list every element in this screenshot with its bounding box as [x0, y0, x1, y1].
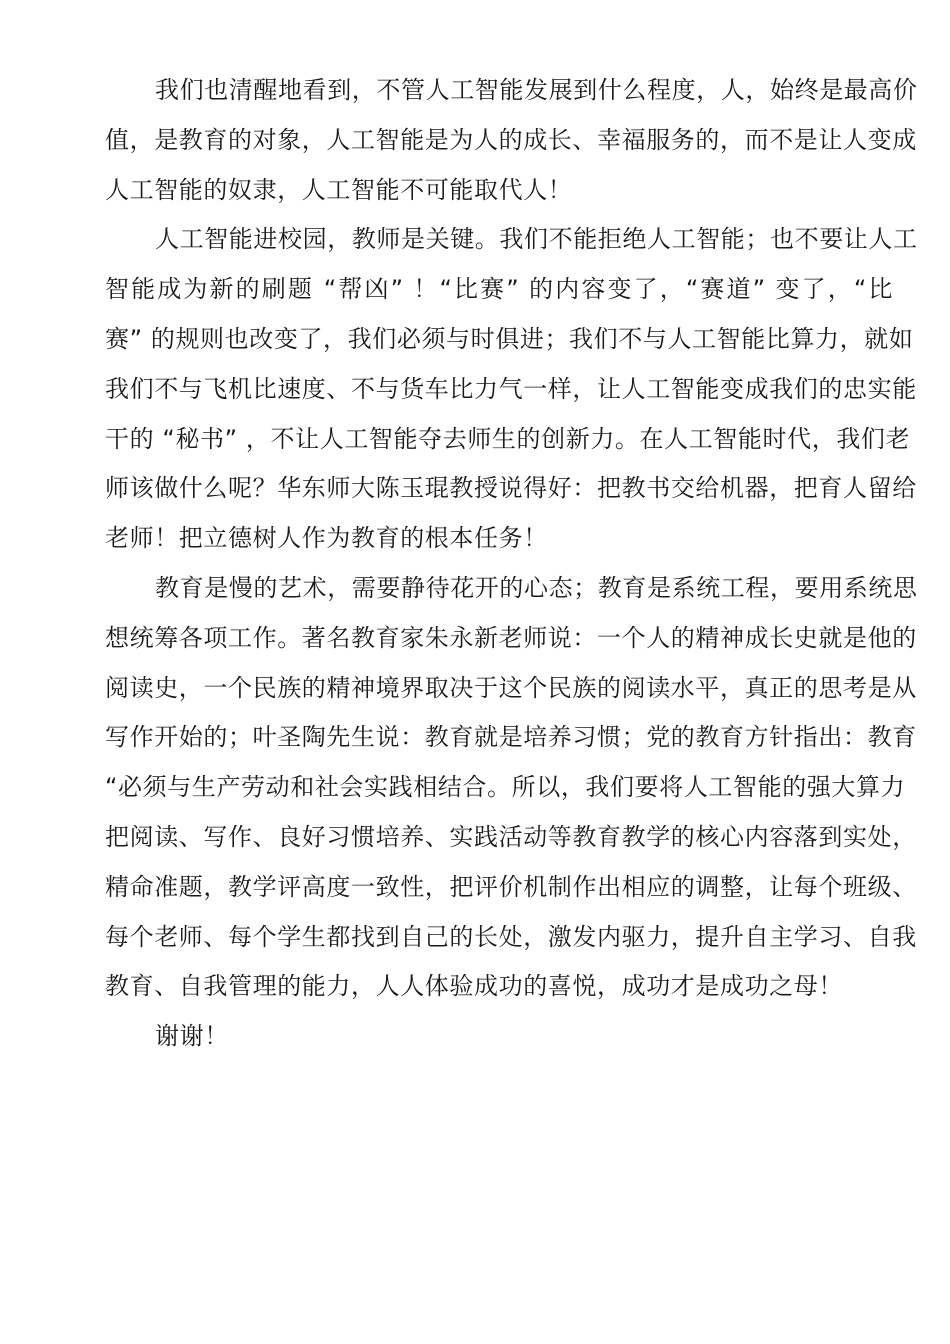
- closing-line: 谢谢！: [155, 1022, 229, 1051]
- text-line: 人工智能的奴隶，人工智能不可能取代人！: [105, 175, 573, 204]
- paragraph-4-closing: [57, 1012, 893, 1062]
- paragraph-3: [57, 564, 918, 1012]
- text-line: 人工智能进校园，教师是关键。我们不能拒绝人工智能；也不要让人工: [155, 225, 918, 254]
- text-line: 每个老师、每个学生都找到自己的长处，激发内驱力，提升自主学习、自我: [105, 922, 917, 951]
- document-page: [57, 66, 918, 1062]
- paragraph-2: [57, 215, 918, 564]
- text-line: 把阅读、写作、良好习惯培养、实践活动等教育教学的核心内容落到实处，: [105, 822, 917, 851]
- text-line: “必须与生产劳动和社会实践相结合。所以，我们要将人工智能的强大算力: [105, 773, 906, 802]
- text-line: 写作开始的；叶圣陶先生说：教育就是培养习惯；党的教育方针指出：教育: [105, 723, 917, 752]
- text-line: 老师！把立德树人作为教育的根本任务！: [105, 524, 548, 553]
- text-line: 阅读史，一个民族的精神境界取决于这个民族的阅读水平，真正的思考是从: [105, 673, 917, 702]
- text-line: 师该做什么呢？华东师大陈玉琨教授说得好：把教书交给机器，把育人留给: [105, 474, 917, 503]
- text-line: 我们也清醒地看到，不管人工智能发展到什么程度，人，始终是最高价: [155, 76, 918, 104]
- text-line: 教育、自我管理的能力，人人体验成功的喜悦，成功才是成功之母！: [105, 972, 843, 1001]
- text-line: 干的 “秘书” ，不让人工智能夺去师生的创新力。在人工智能时代，我们老: [105, 424, 911, 453]
- text-line: 精命准题，教学评高度一致性，把评价机制作出相应的调整，让每个班级、: [105, 872, 917, 901]
- text-line: 智能成为新的刷题 “帮凶” ！“比赛” 的内容变了，“赛道” 变了，“比: [105, 275, 893, 304]
- text-line: 想统筹各项工作。著名教育家朱永新老师说：一个人的精神成长史就是他的: [105, 623, 917, 652]
- text-line: 教育是慢的艺术，需要静待花开的心态；教育是系统工程，要用系统思: [155, 573, 918, 602]
- text-line: 我们不与飞机比速度、不与货车比力气一样，让人工智能变成我们的忠实能: [105, 374, 917, 403]
- paragraph-1: [57, 66, 918, 215]
- text-line: 值，是教育的对象，人工智能是为人的成长、幸福服务的，而不是让人变成: [105, 125, 917, 154]
- text-line: 赛” 的规则也改变了，我们必须与时俱进；我们不与人工智能比算力，就如: [105, 324, 914, 353]
